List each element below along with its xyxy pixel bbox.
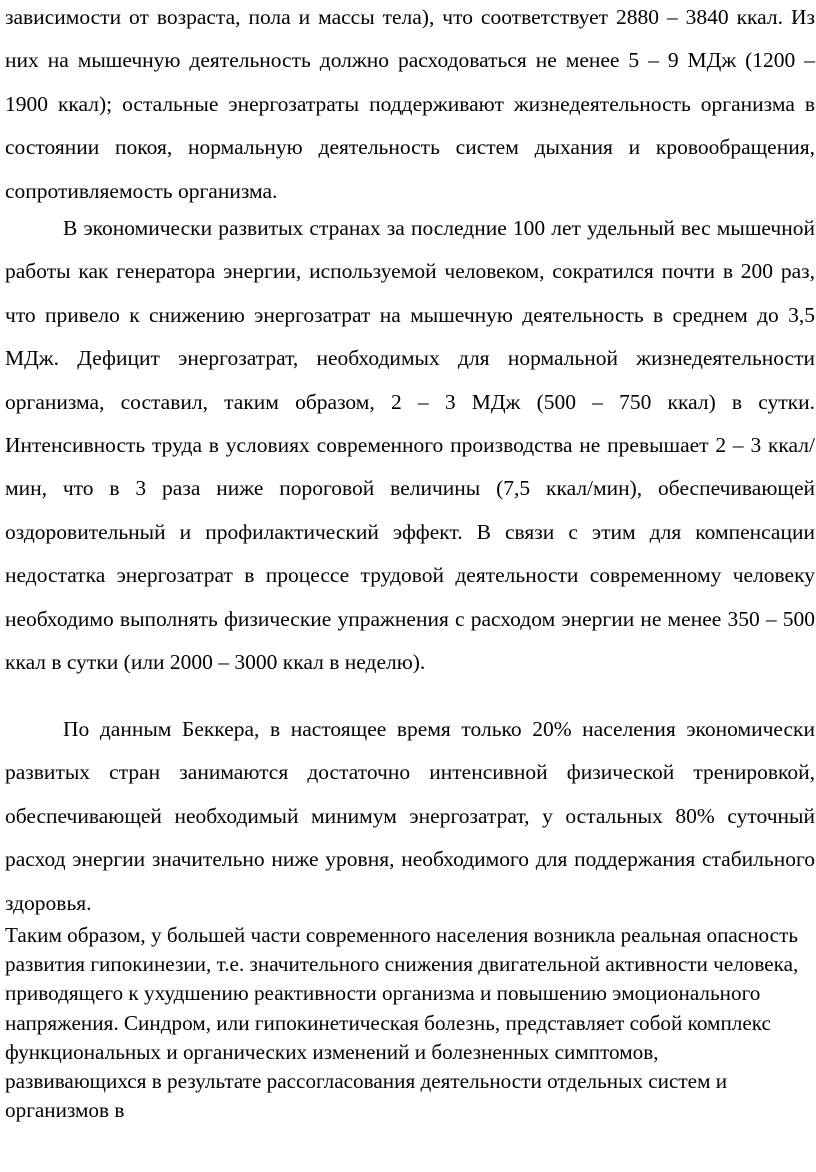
- paragraph-hypokinesia: Таким образом, у большей части современного населения возникла реальная опасность развития гипокинезии, т.е. значительного снижения двигательной активности человека, приводящего к ухудшению реактивности организма и повышению эмоционального напряжения. Синдром, или гипокинетическая болезнь, представляет собой комплекс функциональных и органических изменений и болезненных симптомов, развивающихся в результате рассогласования деятельности отдельных систем и организмов в: [5, 923, 799, 1123]
- paragraph-becker-data: По данным Беккера, в настоящее время только 20% населения экономически развитых стран занимаются достаточно интенсивной физической тренировкой, обеспечивающей необходимый минимум энергозатрат, у остальных 80% суточный расход энергии значительно ниже уровня, необходимого для поддержания стабильного здоровья.: [5, 717, 815, 915]
- paragraph-energy-expenditure: зависимости от возраста, пола и массы тела), что соответствует 2880 – 3840 ккал. Из них на мышечную деятельность должно расходоваться не менее 5 – 9 МДж (1200 – 1900 ккал); остальные энергозатраты поддерживают жизнедеятельность организма в состоянии покоя, нормальную деятельность систем дыхания и кровообращения, сопротивляемость организма.: [5, 5, 815, 203]
- paragraph-muscle-work-decline: В экономически развитых странах за последние 100 лет удельный вес мышечной работы как генератора энергии, используемой человеком, сократился почти в 200 раз, что привело к снижению энергозатрат на мышечную деятельность в среднем до 3,5 МДж. Дефицит энергозатрат, необходимых для нормальной жизнедеятельности организма, составил, таким образом, 2 – 3 МДж (500 – 750 ккал) в сутки. Интенсивность труда в условиях современного производства не превышает 2 – 3 ккал/мин, что в 3 раза ниже пороговой величины (7,5 ккал/мин), обеспечивающей оздоровительный и профилактический эффект. В связи с этим для компенсации недостатка энергозатрат в процессе трудовой деятельности современному человеку необходимо выполнять физические упражнения с расходом энергии не менее 350 – 500 ккал в сутки (или 2000 – 3000 ккал в неделю).: [5, 216, 815, 675]
